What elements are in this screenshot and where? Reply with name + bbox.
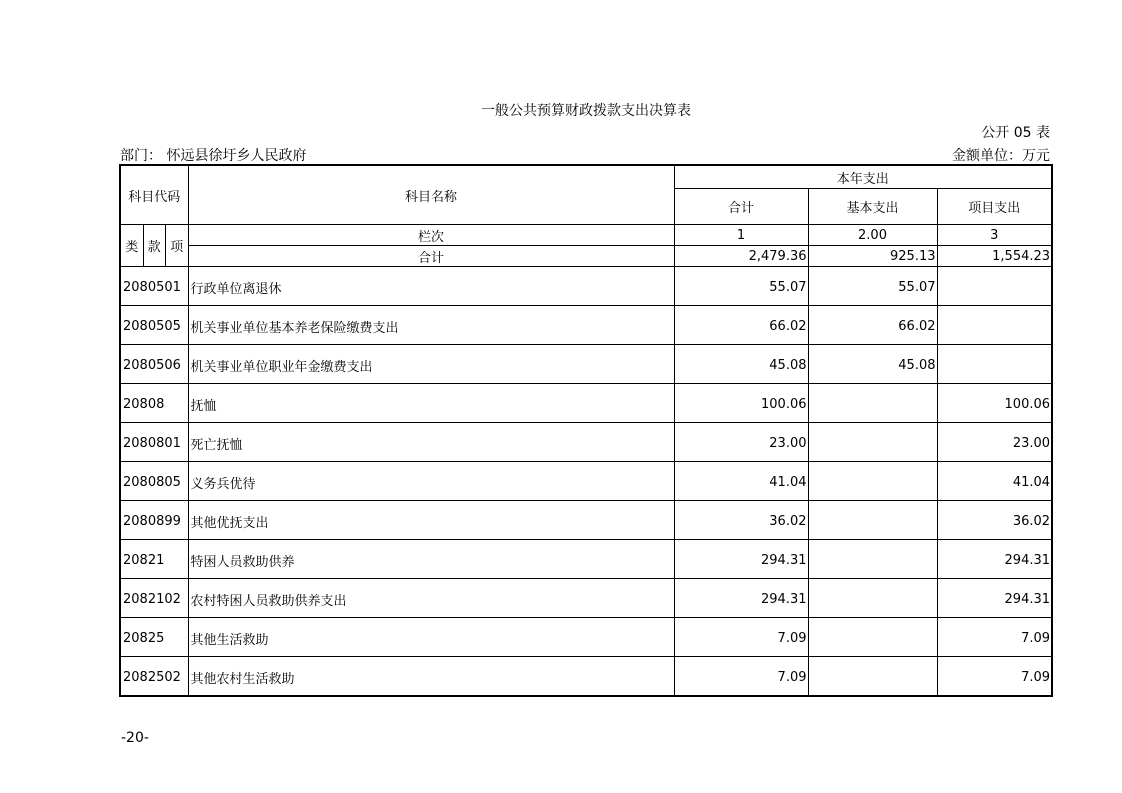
row-basic [808, 540, 937, 579]
unit-label: 金额单位：万元 [952, 148, 1050, 164]
row-basic [808, 423, 937, 462]
table-row [120, 345, 1052, 384]
row-total: 7.09 [674, 657, 808, 697]
table-number: 公开 05 表 [981, 125, 1050, 141]
row-code: 2080801 [120, 423, 188, 462]
row-code: 2080505 [120, 306, 188, 345]
expenditure-table [119, 164, 1053, 697]
row-total: 36.02 [674, 501, 808, 540]
row-project: 100.06 [937, 384, 1052, 423]
report-title: 一般公共预算财政拨款支出决算表 [481, 103, 691, 119]
header-kuan: 款 [143, 225, 166, 266]
header-col2: 2.00 [808, 225, 937, 246]
row-name: 其他生活救助 [188, 618, 674, 657]
table-row [120, 657, 1052, 697]
table-row [120, 267, 1052, 306]
header-lei: 类 [125, 240, 139, 255]
table-row [120, 501, 1052, 540]
table-row [120, 462, 1052, 501]
row-code: 2080506 [120, 345, 188, 384]
row-name: 机关事业单位职业年金缴费支出 [188, 345, 674, 384]
header-col3: 3 [937, 225, 1052, 246]
row-basic [808, 618, 937, 657]
row-total: 100.06 [674, 384, 808, 423]
row-total: 294.31 [674, 540, 808, 579]
row-project: 36.02 [937, 501, 1052, 540]
row-code: 20825 [120, 618, 188, 657]
row-name: 其他农村生活救助 [188, 657, 674, 697]
department-label: 部门： 怀远县徐圩乡人民政府 [120, 148, 307, 164]
row-project: 41.04 [937, 462, 1052, 501]
row-basic [808, 579, 937, 618]
row-project [937, 267, 1052, 306]
table-row [120, 306, 1052, 345]
header-col1: 1 [674, 225, 808, 246]
row-basic: 55.07 [808, 267, 937, 306]
row-basic: 66.02 [808, 306, 937, 345]
row-name: 义务兵优待 [188, 462, 674, 501]
row-code: 2080899 [120, 501, 188, 540]
row-project: 23.00 [937, 423, 1052, 462]
row-basic [808, 657, 937, 697]
row-total: 55.07 [674, 267, 808, 306]
summary-label: 合计 [188, 246, 674, 267]
row-project: 7.09 [937, 657, 1052, 697]
row-name: 机关事业单位基本养老保险缴费支出 [188, 306, 674, 345]
table-row [120, 384, 1052, 423]
table-row [120, 579, 1052, 618]
row-project: 7.09 [937, 618, 1052, 657]
row-basic [808, 462, 937, 501]
table-row [120, 423, 1052, 462]
row-total: 66.02 [674, 306, 808, 345]
row-code: 2082502 [120, 657, 188, 697]
row-total: 41.04 [674, 462, 808, 501]
header-current-year: 本年支出 [674, 165, 1052, 189]
row-project: 294.31 [937, 540, 1052, 579]
header-xiang: 项 [165, 225, 188, 266]
row-total: 7.09 [674, 618, 808, 657]
row-basic [808, 384, 937, 423]
row-basic: 45.08 [808, 345, 937, 384]
row-basic [808, 501, 937, 540]
header-name: 科目名称 [188, 165, 674, 225]
row-name: 其他优抚支出 [188, 501, 674, 540]
row-name: 行政单位离退休 [188, 267, 674, 306]
row-total: 23.00 [674, 423, 808, 462]
row-name: 特困人员救助供养 [188, 540, 674, 579]
header-project: 项目支出 [937, 189, 1052, 225]
row-total: 45.08 [674, 345, 808, 384]
summary-project: 1,554.23 [937, 246, 1052, 267]
header-lei-kuan-xiang [120, 225, 188, 267]
row-name: 农村特困人员救助供养支出 [188, 579, 674, 618]
header-basic: 基本支出 [808, 189, 937, 225]
row-total: 294.31 [674, 579, 808, 618]
summary-total: 2,479.36 [674, 246, 808, 267]
table-row [120, 540, 1052, 579]
row-name: 死亡抚恤 [188, 423, 674, 462]
row-code: 2080805 [120, 462, 188, 501]
row-name: 抚恤 [188, 384, 674, 423]
row-code: 2082102 [120, 579, 188, 618]
header-column-no: 栏次 [188, 225, 674, 246]
header-code: 科目代码 [120, 165, 188, 225]
summary-basic: 925.13 [808, 246, 937, 267]
header-total: 合计 [674, 189, 808, 225]
row-code: 2080501 [120, 267, 188, 306]
row-project [937, 345, 1052, 384]
row-project: 294.31 [937, 579, 1052, 618]
page-number: -20- [121, 730, 149, 746]
row-code: 20808 [120, 384, 188, 423]
table-row [120, 618, 1052, 657]
row-project [937, 306, 1052, 345]
row-code: 20821 [120, 540, 188, 579]
